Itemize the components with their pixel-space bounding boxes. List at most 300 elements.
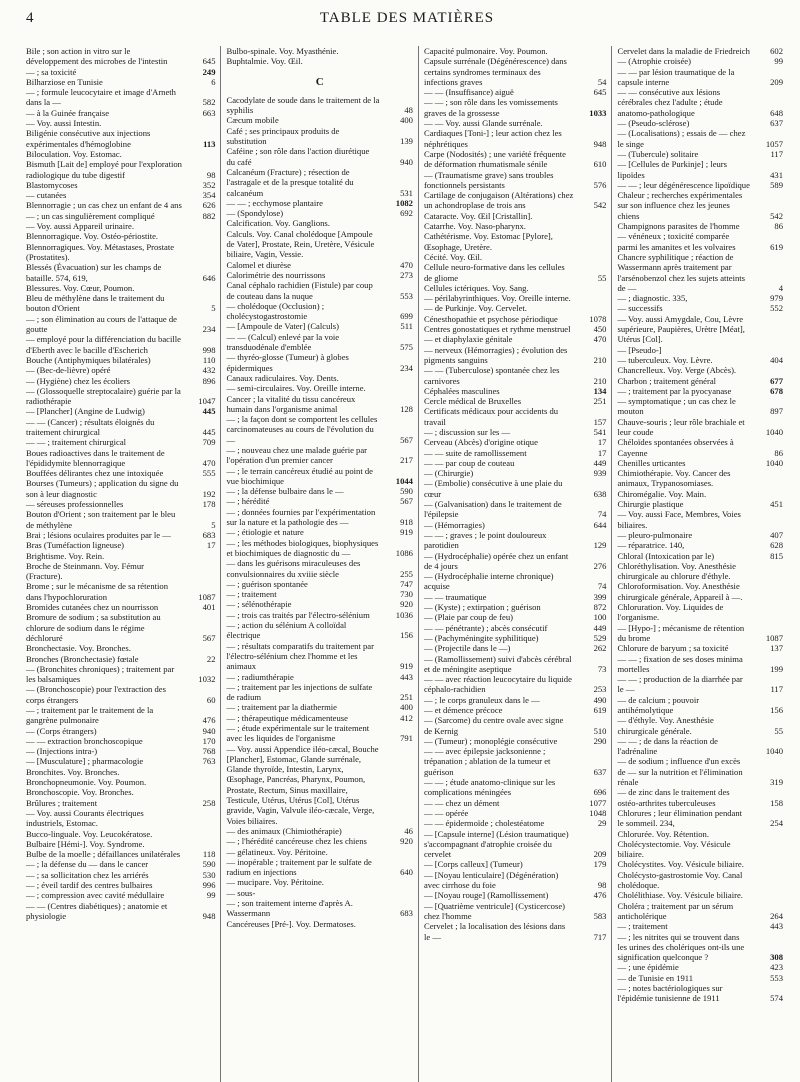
entry-text: — de Tunisie en 1911 bbox=[617, 972, 694, 983]
index-entry bbox=[226, 445, 412, 466]
index-column-3 bbox=[419, 46, 613, 1082]
index-entry bbox=[226, 260, 412, 270]
index-entry bbox=[424, 211, 607, 221]
entry-text: Cancer ; la vitalité du tissu cancéreux humain dans l'organisme animal bbox=[226, 393, 356, 414]
index-entry bbox=[26, 756, 215, 766]
entry-page-ref: 619 bbox=[593, 705, 607, 715]
entry-text: — ; la façon dont se comportent les cellules carcinomateuses au cours de l'évolution du — bbox=[226, 414, 378, 445]
entry-text: — ; sa sollicitation chez les arriérés bbox=[26, 869, 149, 880]
entry-page-ref: 156 bbox=[770, 705, 784, 715]
entry-text: Brome ; sur le mécanisme de sa rétention dans l'hypochloruration bbox=[26, 581, 168, 602]
entry-text: Choléra ; traitement par un sérum anticholérique bbox=[617, 900, 734, 921]
entry-page-ref: 476 bbox=[202, 715, 216, 726]
entry-page-ref: 319 bbox=[770, 777, 784, 788]
entry-text: Brightisme. Voy. Rein. bbox=[26, 550, 105, 561]
index-entry bbox=[424, 56, 607, 87]
entry-text: Cancéreuses [Pré-]. Voy. Dermatoses. bbox=[226, 918, 356, 929]
index-entry bbox=[617, 695, 783, 716]
index-entry bbox=[226, 744, 412, 826]
index-entry bbox=[226, 218, 412, 228]
entry-page-ref: 626 bbox=[202, 200, 216, 211]
entry-page-ref: 234 bbox=[400, 362, 413, 373]
entry-text: Bronches (Bronchectasie) fœtale bbox=[26, 653, 139, 664]
index-entry bbox=[26, 376, 215, 386]
entry-text: — de calcium ; pouvoir antihémolytique bbox=[617, 694, 700, 715]
entry-text: Cénesthopathie et psychose périodique bbox=[423, 313, 558, 324]
index-entry bbox=[26, 200, 215, 210]
entry-page-ref: 113 bbox=[203, 138, 216, 149]
entry-text: Biligénie consécutive aux injections expérimentales d'hémoglobine bbox=[26, 128, 151, 149]
index-entry bbox=[226, 486, 412, 496]
index-entry bbox=[226, 95, 412, 116]
entry-page-ref: 882 bbox=[202, 210, 216, 221]
entry-text: — (Hydrocéphalie) opérée chez un enfant de 4 jours bbox=[423, 550, 569, 571]
index-entry bbox=[26, 643, 215, 653]
entry-text: — (Spondylose) bbox=[226, 208, 284, 219]
entry-text: — ; nouveau chez une malade guérie par l'opération d'un premier cancer bbox=[226, 444, 368, 466]
entry-page-ref: 683 bbox=[400, 908, 413, 919]
index-entry bbox=[226, 847, 412, 857]
entry-page-ref: 258 bbox=[202, 797, 216, 808]
entry-page-ref: 17 bbox=[597, 447, 607, 458]
entry-page-ref: 354 bbox=[202, 190, 216, 201]
entry-text: — [Capsule interne] (Lésion traumatique) s'accompagnant d'atrophie croisée du cervelet bbox=[423, 828, 569, 860]
index-entry bbox=[617, 808, 783, 829]
entry-page-ref: 678 bbox=[770, 385, 784, 396]
entry-page-ref: 470 bbox=[202, 457, 216, 468]
index-entry bbox=[617, 376, 783, 386]
index-entry bbox=[617, 46, 783, 56]
entry-text: Cercle médical de Bruxelles bbox=[423, 396, 522, 407]
index-entry bbox=[26, 839, 215, 849]
entry-page-ref: 529 bbox=[593, 632, 607, 643]
index-entry bbox=[226, 702, 412, 712]
entry-page-ref: 644 bbox=[593, 519, 607, 530]
index-entry bbox=[617, 715, 783, 736]
entry-text: — [Hypo-] ; mécanisme de rétention du brome bbox=[617, 622, 745, 643]
entry-page-ref: 768 bbox=[202, 746, 216, 757]
entry-page-ref: 22 bbox=[206, 653, 216, 664]
entry-page-ref: 717 bbox=[593, 931, 607, 942]
index-entry bbox=[226, 723, 412, 744]
entry-page-ref: 919 bbox=[400, 661, 413, 672]
entry-text: Bromides cutanées chez un nourrisson bbox=[26, 602, 159, 613]
index-entry bbox=[26, 602, 215, 612]
entry-page-ref: 262 bbox=[593, 643, 607, 654]
entry-page-ref: 54 bbox=[597, 76, 607, 87]
entry-text: — — chez un dément bbox=[423, 797, 500, 808]
entry-page-ref: 542 bbox=[593, 200, 607, 211]
index-entry bbox=[617, 983, 783, 1004]
entry-page-ref: 896 bbox=[202, 375, 216, 386]
entry-text: Cartilage de conjugaison (Altérations) chez un achondroplase de trois ans bbox=[423, 190, 574, 211]
index-entry bbox=[226, 836, 412, 846]
entry-page-ref: 1087 bbox=[198, 591, 216, 602]
entry-page-ref: 542 bbox=[770, 210, 784, 221]
entry-page-ref: 254 bbox=[770, 818, 784, 829]
entry-page-ref: 567 bbox=[202, 632, 216, 643]
entry-text: — successifs bbox=[617, 303, 663, 314]
index-entry bbox=[424, 128, 607, 149]
entry-text: — réparatrice. 140, bbox=[617, 540, 685, 551]
entry-text: Chancrelleux. Voy. Verge (Abcès). bbox=[617, 365, 737, 376]
entry-page-ref: 589 bbox=[770, 179, 784, 190]
entry-page-ref: 6 bbox=[211, 76, 216, 87]
index-entry bbox=[26, 46, 215, 67]
entry-text: — (Pseudo-sclérose) bbox=[617, 118, 690, 129]
index-entry bbox=[617, 468, 783, 489]
index-entry bbox=[617, 128, 783, 149]
entry-text: Chirurgie plastique bbox=[617, 499, 684, 510]
entry-page-ref: 60 bbox=[206, 694, 216, 705]
entry-page-ref: 17 bbox=[206, 540, 216, 551]
entry-text: — employé pour la différenciation du bacille d'Eberth avec le bacille d'Escherich bbox=[26, 334, 181, 355]
entry-text: Buphtalmie. Voy. Œil. bbox=[226, 56, 303, 67]
entry-text: — Voy. aussi Face, Membres, Voies biliaires. bbox=[617, 509, 741, 530]
entry-page-ref: 640 bbox=[400, 867, 413, 878]
entry-text: — ; son traitement interne d'après A. Wassermann bbox=[226, 898, 353, 919]
entry-page-ref: 696 bbox=[593, 787, 607, 798]
entry-text: — ; résultats comparatifs du traitement par l'électro-sélénium chez l'homme et les animaux bbox=[226, 640, 374, 672]
entry-text: — ; traitement par le traitement de la gangrène pulmonaire bbox=[26, 705, 154, 726]
entry-page-ref: 628 bbox=[770, 540, 784, 551]
entry-text: Calcification. Voy. Ganglions. bbox=[226, 218, 330, 229]
index-entry bbox=[226, 919, 412, 929]
entry-text: — [Cellules de Purkinje] ; leurs lipoïdes bbox=[617, 159, 728, 180]
entry-text: — séreuses professionnelles bbox=[26, 499, 124, 510]
entry-page-ref: 276 bbox=[593, 560, 607, 571]
entry-text: — (Hydrocéphalie interne chronique) acquise bbox=[423, 571, 554, 592]
index-entry bbox=[424, 695, 607, 705]
index-entry bbox=[26, 829, 215, 839]
entry-page-ref: 1078 bbox=[589, 313, 607, 324]
entry-text: — ; les méthodes biologiques, biophysiques et biochimiques de diagnostic du — bbox=[226, 537, 379, 558]
entry-text: — de zinc dans le traitement des ostéo-arthrites tuberculeuses bbox=[617, 787, 730, 808]
entry-text: — cutanées bbox=[26, 190, 67, 201]
index-entry bbox=[226, 270, 412, 280]
entry-text: — ; compression avec cavité médullaire bbox=[26, 890, 165, 901]
entry-page-ref: 815 bbox=[770, 550, 784, 561]
index-entry bbox=[226, 198, 412, 208]
entry-text: Bouffées délirantes chez une intoxiquée bbox=[26, 468, 164, 479]
entry-text: — ; l'hérédité cancéreuse chez les chiens bbox=[226, 836, 367, 847]
entry-page-ref: 423 bbox=[770, 962, 784, 973]
index-entry bbox=[226, 373, 412, 383]
index-entry bbox=[424, 674, 607, 695]
entry-page-ref: 400 bbox=[400, 115, 413, 126]
entry-text: Canaux radiculaires. Voy. Dents. bbox=[226, 372, 339, 383]
entry-page-ref: 567 bbox=[400, 496, 413, 507]
entry-page-ref: 541 bbox=[593, 426, 607, 437]
entry-page-ref: 637 bbox=[593, 766, 607, 777]
entry-text: Bulbe de la moelle ; défaillances unilatérales bbox=[26, 849, 181, 860]
entry-text: Brûlures ; traitement bbox=[26, 797, 98, 808]
entry-page-ref: 449 bbox=[593, 457, 607, 468]
index-entry bbox=[226, 414, 412, 445]
entry-text: — et démence précoce bbox=[423, 705, 503, 715]
entry-text: — — suite de ramollissement bbox=[423, 447, 527, 458]
entry-text: — (Bec-de-lièvre) opéré bbox=[26, 365, 111, 376]
index-entry bbox=[617, 437, 783, 458]
index-entry bbox=[617, 56, 783, 66]
index-entry bbox=[424, 746, 607, 777]
entry-text: — vénéneux ; toxicité comparée parmi les amanites et les volvaires bbox=[617, 231, 736, 252]
entry-page-ref: 897 bbox=[770, 406, 784, 417]
entry-text: Cécité. Voy. Œil. bbox=[423, 251, 483, 262]
index-entry bbox=[617, 118, 783, 128]
index-entry bbox=[617, 252, 783, 293]
index-entry bbox=[424, 901, 607, 922]
entry-text: Cataracte. Voy. Œil [Cristallin]. bbox=[423, 210, 533, 221]
entry-text: Café ; ses principaux produits de substitution bbox=[226, 125, 340, 147]
entry-page-ref: 747 bbox=[400, 578, 413, 589]
entry-text: Calculs. Voy. Canal cholédoque [Ampoule de Vater], Prostate, Rein, Uretère, Vésicule biliaire, Vagin, Vessie. bbox=[226, 228, 375, 260]
entry-page-ref: 450 bbox=[593, 324, 607, 335]
entry-text: Chloral (Intoxication par le) bbox=[617, 550, 715, 561]
entry-text: Cæcum mobile bbox=[226, 115, 279, 126]
entry-page-ref: 209 bbox=[593, 849, 607, 860]
index-column-2 bbox=[221, 46, 418, 1082]
index-entry bbox=[617, 736, 783, 757]
entry-page-ref: 1086 bbox=[395, 547, 413, 558]
entry-page-ref: 920 bbox=[400, 836, 413, 847]
entry-text: Cerveau (Abcès) d'origine otique bbox=[423, 437, 538, 448]
entry-page-ref: 996 bbox=[202, 880, 216, 891]
index-entry bbox=[424, 602, 607, 612]
index-entry bbox=[226, 857, 412, 878]
entry-text: Bourses (Tumeurs) ; application du signe du son à leur diagnostic bbox=[26, 478, 179, 499]
entry-page-ref: 412 bbox=[400, 712, 413, 723]
entry-text: — (Kyste) ; extirpation ; guérison bbox=[423, 602, 541, 613]
index-entry bbox=[617, 67, 783, 88]
index-column-1 bbox=[26, 46, 221, 1082]
entry-text: Cervelet ; la localisation des lésions dans le — bbox=[423, 921, 566, 942]
entry-text: Blessés (Évacuation) sur les champs de bataille. 574, 619, bbox=[26, 262, 162, 283]
entry-text: — à la Guinée française bbox=[26, 107, 110, 118]
index-entry bbox=[424, 890, 607, 900]
entry-page-ref: 158 bbox=[770, 797, 784, 808]
entry-page-ref: 400 bbox=[400, 702, 413, 713]
entry-text: — (Ramollissement) suivi d'abcès cérébral et de méningite aseptique bbox=[423, 653, 572, 674]
entry-text: — (Bronchites chroniques) ; traitement par les balsamiques bbox=[26, 663, 175, 685]
index-entry bbox=[226, 321, 412, 331]
index-entry bbox=[617, 870, 783, 891]
index-entry bbox=[226, 146, 412, 167]
index-entry bbox=[226, 610, 412, 620]
entry-text: — [Pseudo-] bbox=[617, 344, 662, 355]
entry-text: Certificats médicaux pour accidents du travail bbox=[423, 406, 559, 427]
index-entry bbox=[226, 229, 412, 260]
index-entry bbox=[424, 921, 607, 942]
entry-text: — (Tubercule) solitaire bbox=[617, 148, 699, 159]
entry-text: Bouche (Antiphymiques bilatérales) bbox=[26, 354, 151, 365]
entry-text: — [Quatrième ventricule] (Cysticercose) chez l'homme bbox=[423, 900, 565, 921]
entry-text: — — par lésion traumatique de la capsule interne bbox=[617, 66, 735, 87]
entry-text: Chaleur ; recherches expérimentales sur son influence chez les jeunes chiens bbox=[617, 190, 743, 221]
index-entry bbox=[424, 283, 607, 293]
entry-text: — ; données fournies par l'expérimentation sur la nature et la pathologie des — bbox=[226, 506, 376, 528]
index-entry bbox=[424, 427, 607, 437]
entry-text: Bile ; son action in vitro sur le développement des microbes de l'intestin bbox=[26, 46, 168, 67]
index-entry bbox=[424, 777, 607, 798]
entry-text: — (Traumatisme grave) sans troubles fonctionnels persistants bbox=[423, 169, 554, 190]
entry-text: Biloculation. Voy. Estomac. bbox=[26, 148, 122, 159]
index-entry bbox=[617, 180, 783, 190]
index-entry bbox=[617, 355, 783, 365]
entry-page-ref: 590 bbox=[202, 859, 216, 870]
entry-page-ref: 179 bbox=[593, 859, 607, 870]
entry-text: Boues radioactives dans le traitement de l'épididymite blennorragique bbox=[26, 447, 165, 468]
entry-text: Blennorragique. Voy. Ostéo-périostite. bbox=[26, 231, 159, 242]
index-entry bbox=[617, 293, 783, 303]
index-entry bbox=[617, 231, 783, 252]
entry-text: — des animaux (Chimiothérapie) bbox=[226, 825, 342, 836]
entry-page-ref: 576 bbox=[593, 179, 607, 190]
entry-page-ref: 979 bbox=[770, 293, 784, 304]
entry-page-ref: 170 bbox=[202, 735, 216, 746]
index-entry bbox=[617, 87, 783, 118]
entry-text: Cervelet dans la maladie de Friedreich bbox=[617, 46, 750, 56]
entry-page-ref: 590 bbox=[400, 486, 413, 497]
running-title: TABLE DES MATIÈRES bbox=[319, 10, 495, 26]
index-entry bbox=[424, 520, 607, 530]
entry-page-ref: 129 bbox=[593, 540, 607, 551]
entry-page-ref: 156 bbox=[400, 630, 413, 641]
entry-text: Catarrhe. Voy. Naso-pharynx. bbox=[423, 221, 526, 232]
entry-text: — tuberculeux. Voy. Lèvre. bbox=[617, 354, 713, 365]
index-entry bbox=[26, 798, 215, 808]
entry-page-ref: 583 bbox=[593, 910, 607, 921]
entry-page-ref: 5 bbox=[211, 519, 216, 530]
entry-text: Chloréthylisation. Voy. Anesthésie chirurgicale au chlorure d'éthyle. bbox=[617, 560, 736, 582]
entry-text: Chlorure de baryum ; sa toxicité bbox=[617, 643, 729, 654]
entry-text: Cellule neuro-formative dans les cellules de gliome bbox=[423, 262, 565, 283]
entry-text: Blastomycoses bbox=[26, 179, 78, 190]
index-entry bbox=[26, 149, 215, 159]
entry-text: — ; le terrain cancéreux étudié au point de vue biochimique bbox=[226, 465, 373, 486]
index-entry bbox=[617, 623, 783, 644]
entry-page-ref: 117 bbox=[770, 684, 784, 695]
entry-text: Bismuth [Lait de] employé pour l'exploration radiologique du tube digestif bbox=[26, 159, 182, 180]
entry-text: Caféine ; son rôle dans l'action diurétique du café bbox=[226, 146, 370, 167]
entry-text: — (Pachyméningite syphilitique) bbox=[423, 632, 539, 643]
entry-text: — (Injections intra-) bbox=[26, 746, 98, 757]
entry-page-ref: 253 bbox=[593, 684, 607, 695]
index-entry bbox=[424, 87, 607, 97]
index-entry bbox=[226, 332, 412, 353]
entry-page-ref: 86 bbox=[774, 221, 784, 232]
index-entry bbox=[226, 888, 412, 898]
entry-page-ref: 730 bbox=[400, 589, 413, 600]
index-entry bbox=[617, 530, 783, 540]
entry-page-ref: 432 bbox=[202, 365, 216, 376]
entry-page-ref: 17 bbox=[597, 437, 607, 448]
index-entry bbox=[26, 726, 215, 736]
index-entry bbox=[26, 108, 215, 118]
index-entry bbox=[617, 386, 783, 396]
index-entry bbox=[424, 46, 607, 56]
index-entry bbox=[424, 118, 607, 128]
index-entry bbox=[424, 437, 607, 447]
entry-page-ref: 663 bbox=[202, 107, 216, 118]
index-entry bbox=[26, 767, 215, 777]
index-entry bbox=[617, 149, 783, 159]
entry-text: Bucco-linguale. Voy. Leucokératose. bbox=[26, 828, 153, 839]
entry-text: Blessures. Voy. Cœur, Poumon. bbox=[26, 282, 135, 293]
index-entry bbox=[617, 190, 783, 221]
entry-text: — Voy. aussi Appendice iléo-cæcal, Bouche [Plancher], Estomac, Glande surrénale, Glande thyroïde, Intestin, Larynx, Œsophage, Pancréas, Pharynx, Poumon, Prostate, Rectum, Sinus maxillaire, Testicule, Utérus, Utérus [Col], Utérus gravide, Vagin, Valvule iléo-cæcale, Verge, Voies biliaires. bbox=[226, 743, 379, 826]
entry-page-ref: 443 bbox=[400, 671, 413, 682]
entry-text: — (Hygiène) chez les écoliers bbox=[26, 375, 131, 386]
entry-page-ref: 251 bbox=[400, 692, 413, 703]
index-entry bbox=[617, 859, 783, 869]
entry-page-ref: 476 bbox=[593, 890, 607, 901]
index-entry bbox=[226, 208, 412, 218]
entry-page-ref: 645 bbox=[593, 87, 607, 98]
index-entry bbox=[26, 777, 215, 787]
entry-page-ref: 638 bbox=[593, 488, 607, 499]
entry-text: — (Atrophie croisée) bbox=[617, 56, 691, 67]
entry-page-ref: 575 bbox=[400, 342, 413, 353]
entry-text: Bleu de méthylène dans le traitement du bouton d'Orient bbox=[26, 293, 165, 314]
index-entry bbox=[226, 383, 412, 393]
entry-page-ref: 648 bbox=[770, 107, 784, 118]
entry-text: — inopérable ; traitement par le sulfate de radium en injections bbox=[226, 856, 372, 878]
entry-page-ref: 128 bbox=[400, 403, 413, 414]
entry-page-ref: 74 bbox=[597, 509, 607, 520]
entry-text: — de sodium ; influence d'un excès de — sur la nutrition et l'élimination rénale bbox=[617, 756, 743, 788]
entry-page-ref: 553 bbox=[400, 290, 413, 301]
entry-text: — ; formule leucocytaire et image d'Arneth dans la — bbox=[26, 87, 176, 108]
index-entry bbox=[26, 211, 215, 221]
entry-text: — (Sarcome) du centre ovale avec signe de Kernig bbox=[423, 715, 564, 736]
index-entry bbox=[424, 643, 607, 653]
entry-text: — ; traitement par la pyocyanase bbox=[617, 385, 732, 396]
index-entry bbox=[26, 128, 215, 149]
index-entry bbox=[617, 839, 783, 860]
entry-text: Calcanéum (Fracture) ; résection de l'astragale et de la presque totalité du calcanéum bbox=[226, 166, 354, 198]
entry-text: Chlorurée. Voy. Rétention. bbox=[617, 828, 709, 839]
index-entry bbox=[26, 118, 215, 128]
entry-page-ref: 567 bbox=[400, 434, 413, 445]
entry-page-ref: 637 bbox=[770, 118, 784, 129]
entry-text: Chauve-souris ; leur rôle brachiale et leur coude bbox=[617, 416, 745, 437]
entry-text: Bromure de sodium ; sa substitution au chlorure de sodium dans le régime déchloruré bbox=[26, 612, 161, 643]
entry-page-ref: 555 bbox=[202, 468, 216, 479]
index-entry bbox=[226, 280, 412, 301]
index-entry bbox=[226, 579, 412, 589]
entry-text: — — (Calcul) enlevé par la voie transduodénale d'emblée bbox=[226, 331, 340, 353]
entry-page-ref: 552 bbox=[770, 303, 784, 314]
index-entry bbox=[424, 231, 607, 252]
entry-text: — — (Cancer) ; résultats éloignés du traitement chirurgical bbox=[26, 416, 155, 437]
entry-page-ref: 210 bbox=[593, 354, 607, 365]
index-entry bbox=[26, 180, 215, 190]
entry-page-ref: 5 bbox=[211, 303, 216, 314]
entry-text: Carpe (Nodosités) ; une variété fréquente de déformation rhumatismale sénile bbox=[423, 148, 566, 170]
entry-text: Cellules ictériques. Voy. Sang. bbox=[423, 282, 529, 293]
entry-page-ref: 431 bbox=[770, 169, 784, 180]
entry-page-ref: 582 bbox=[202, 97, 216, 108]
entry-page-ref: 445 bbox=[202, 426, 216, 437]
entry-page-ref: 399 bbox=[593, 591, 607, 602]
index-entry bbox=[226, 641, 412, 672]
entry-text: — (Plaie par coup de feu) bbox=[423, 612, 513, 623]
entry-text: — (Embolie) consécutive à une plaie du cœur bbox=[423, 478, 563, 499]
entry-page-ref: 998 bbox=[202, 344, 216, 355]
entry-page-ref: 1040 bbox=[765, 746, 784, 757]
entry-page-ref: 157 bbox=[593, 416, 607, 427]
